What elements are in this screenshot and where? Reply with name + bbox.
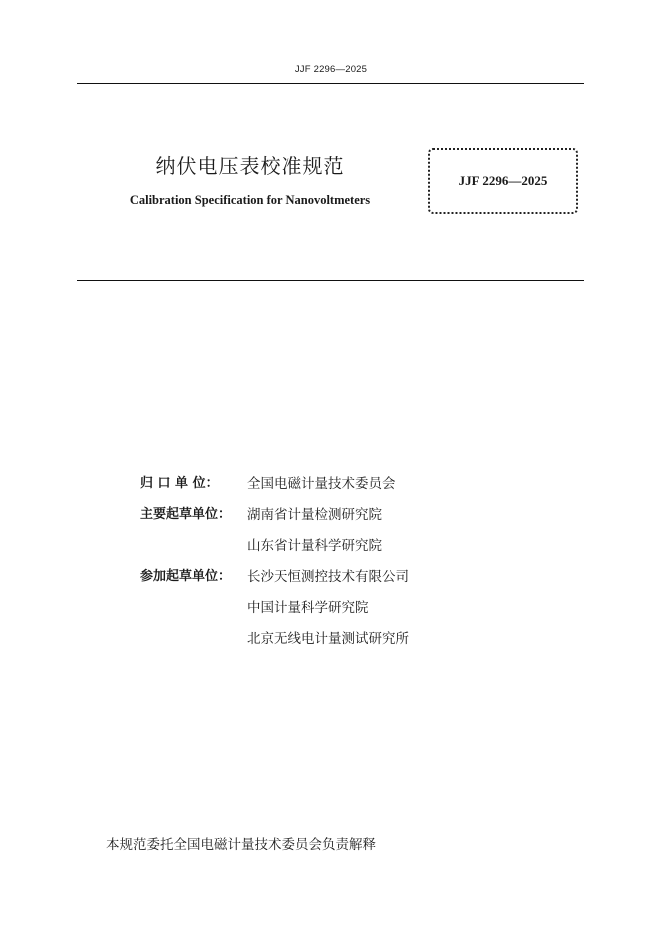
org-row-responsible (140, 472, 409, 503)
code-box (428, 148, 578, 214)
org-label-spacer (140, 534, 247, 565)
title-chinese: 纳伏电压表校准规范 (155, 154, 345, 178)
org-label-participating: 参加起草单位： (140, 569, 232, 584)
code-box-text: JJF 2296—2025 (458, 173, 548, 188)
header-code: JJF 2296—2025 (294, 64, 368, 75)
title-english: Calibration Specification for Nanovoltmeters (129, 193, 371, 207)
org-value: 全国电磁计量技术委员会 (247, 476, 396, 492)
org-label-spacer (140, 596, 247, 627)
org-label-responsible: 归 口 单 位： (140, 476, 219, 491)
org-value: 长沙天恒测控技术有限公司 (247, 569, 409, 585)
org-row-participating (140, 565, 409, 596)
org-value: 北京无线电计量测试研究所 (247, 631, 409, 647)
organizations (140, 472, 409, 658)
middle-rule (77, 280, 584, 281)
org-row-participating-cont (140, 596, 409, 627)
org-label-main-drafting: 主要起草单位： (140, 507, 232, 522)
footer-note: 本规范委托全国电磁计量技术委员会负责解释 (106, 837, 376, 853)
org-row-participating-cont (140, 627, 409, 658)
org-value: 中国计量科学研究院 (247, 600, 369, 616)
org-label-spacer (140, 627, 247, 658)
org-row-main-drafting (140, 503, 409, 534)
top-rule (77, 83, 584, 84)
org-row-main-drafting-cont (140, 534, 409, 565)
org-value: 山东省计量科学研究院 (247, 538, 382, 554)
org-value: 湖南省计量检测研究院 (247, 507, 382, 523)
